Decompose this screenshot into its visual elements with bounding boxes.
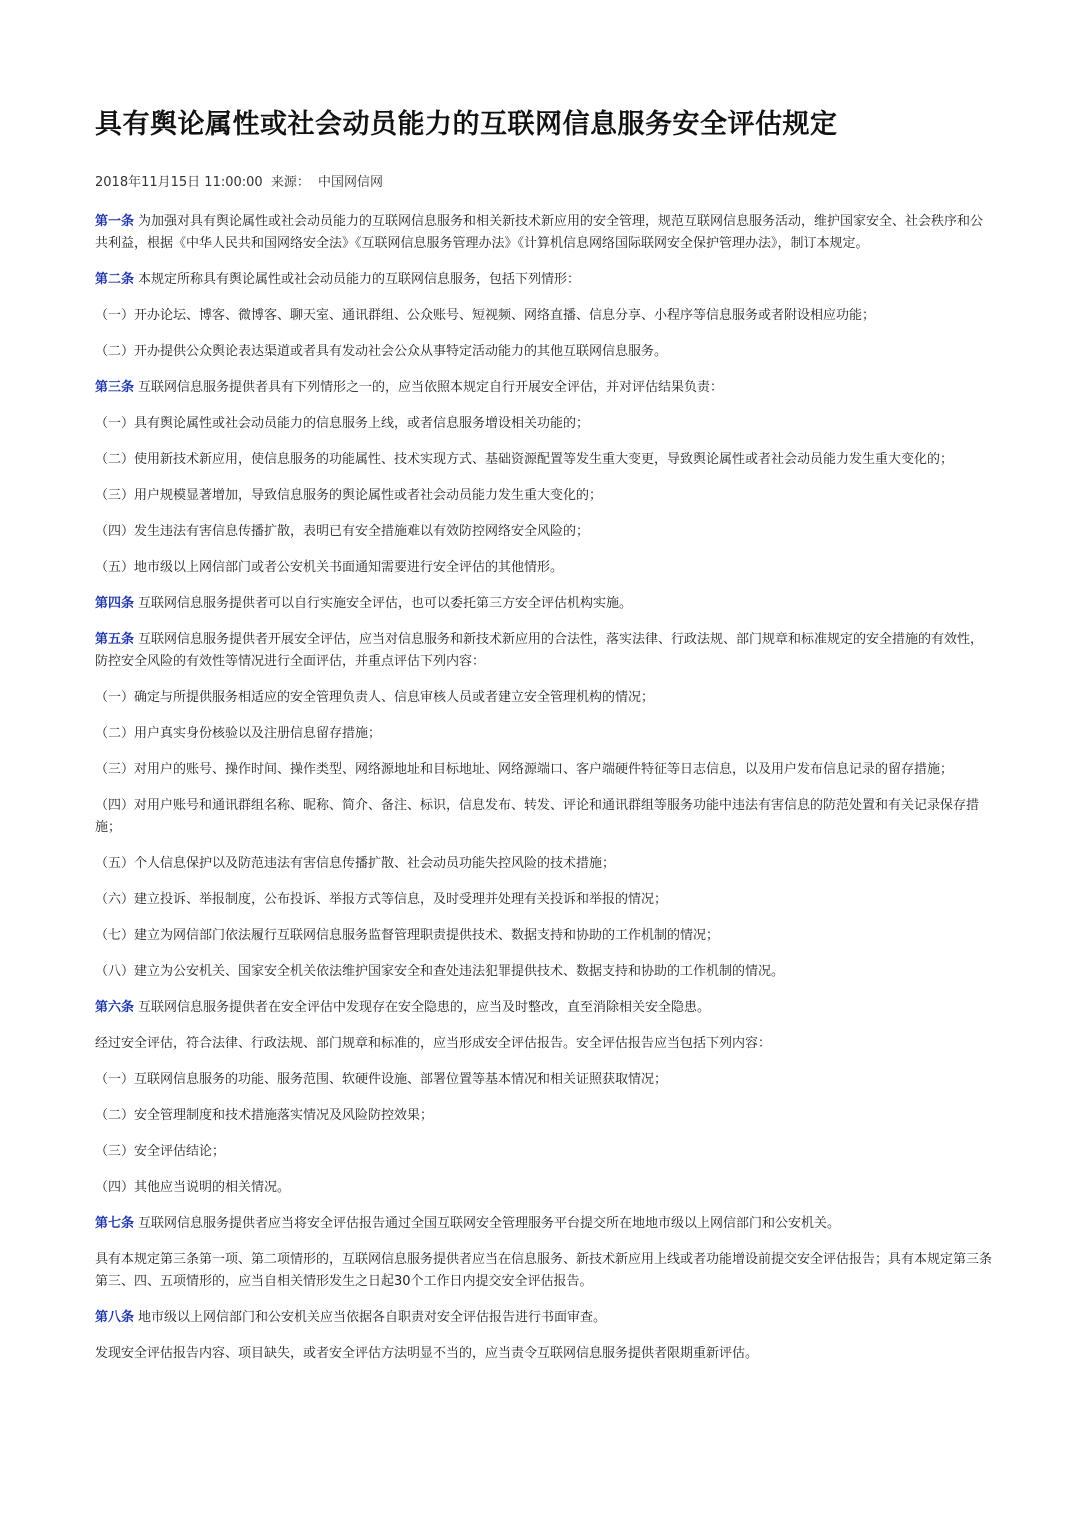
body-paragraph bbox=[95, 485, 994, 507]
body-paragraph bbox=[95, 1249, 994, 1293]
article-label: 第八条 bbox=[95, 1310, 135, 1325]
body-paragraph bbox=[95, 889, 994, 911]
paragraph-text: （四）对用户账号和通讯群组名称、昵称、简介、备注、标识，信息发布、转发、评论和通讯群组等服务功能中违法有害信息的防范处置和有关记录保存措施； bbox=[95, 798, 980, 835]
body-paragraph bbox=[95, 795, 994, 839]
article-label: 第一条 bbox=[95, 214, 135, 229]
paragraph-text: （一）具有舆论属性或社会动员能力的信息服务上线，或者信息服务增设相关功能的； bbox=[95, 416, 590, 431]
source-label: 来源： bbox=[270, 175, 310, 190]
paragraph-text: （三）用户规模显著增加，导致信息服务的舆论属性或者社会动员能力发生重大变化的； bbox=[95, 488, 603, 503]
article-paragraph bbox=[95, 211, 994, 255]
article-paragraph bbox=[95, 593, 994, 615]
body-paragraph bbox=[95, 1177, 994, 1199]
document-meta bbox=[95, 174, 994, 192]
body-paragraph bbox=[95, 557, 994, 579]
article-label: 第三条 bbox=[95, 380, 135, 395]
body-paragraph bbox=[95, 853, 994, 875]
article-label: 第二条 bbox=[95, 272, 135, 287]
paragraph-text: （一）互联网信息服务的功能、服务范围、软硬件设施、部署位置等基本情况和相关证照获取情况； bbox=[95, 1072, 668, 1087]
paragraph-text: 互联网信息服务提供者应当将安全评估报告通过全国互联网安全管理服务平台提交所在地地市级以上网信部门和公安机关。 bbox=[138, 1216, 841, 1231]
paragraph-text: 本规定所称具有舆论属性或社会动员能力的互联网信息服务，包括下列情形： bbox=[138, 272, 581, 287]
body-paragraph bbox=[95, 1069, 994, 1091]
body-paragraph bbox=[95, 723, 994, 745]
paragraph-text: 互联网信息服务提供者开展安全评估，应当对信息服务和新技术新应用的合法性，落实法律、行政法规、部门规章和标准规定的安全措施的有效性，防控安全风险的有效性等情况进行全面评估，并重点评估下列内容： bbox=[95, 632, 984, 669]
body-paragraph bbox=[95, 521, 994, 543]
body-paragraph bbox=[95, 1105, 994, 1127]
body-paragraph bbox=[95, 1033, 994, 1055]
paragraph-text: 发现安全评估报告内容、项目缺失，或者安全评估方法明显不当的，应当责令互联网信息服务提供者限期重新评估。 bbox=[95, 1346, 759, 1361]
paragraph-text: 具有本规定第三条第一项、第二项情形的，互联网信息服务提供者应当在信息服务、新技术新应用上线或者功能增设前提交安全评估报告；具有本规定第三条第三、四、五项情形的，应当自相关情形发生之日起30个工作日内提交安全评估报告。 bbox=[95, 1252, 993, 1289]
paragraph-text: （七）建立为网信部门依法履行互联网信息服务监督管理职责提供技术、数据支持和协助的工作机制的情况； bbox=[95, 928, 720, 943]
paragraph-text: （二）使用新技术新应用，使信息服务的功能属性、技术实现方式、基础资源配置等发生重大变更，导致舆论属性或者社会动员能力发生重大变化的； bbox=[95, 452, 954, 467]
article-paragraph bbox=[95, 377, 994, 399]
paragraph-text: （一）确定与所提供服务相适应的安全管理负责人、信息审核人员或者建立安全管理机构的情况； bbox=[95, 690, 655, 705]
body-paragraph bbox=[95, 341, 994, 363]
paragraph-text: 互联网信息服务提供者具有下列情形之一的，应当依照本规定自行开展安全评估，并对评估结果负责： bbox=[138, 380, 724, 395]
paragraph-text: （一）开办论坛、博客、微博客、聊天室、通讯群组、公众账号、短视频、网络直播、信息分享、小程序等信息服务或者附设相应功能； bbox=[95, 308, 876, 323]
body-paragraph bbox=[95, 687, 994, 709]
paragraph-text: 为加强对具有舆论属性或社会动员能力的互联网信息服务和相关新技术新应用的安全管理，规范互联网信息服务活动，维护国家安全、社会秩序和公共利益，根据《中华人民共和国网络安全法》《互联网信息服务管理办法》《计算机信息网络国际联网安全保护管理办法》，制订本规定。 bbox=[95, 214, 984, 251]
body-paragraph bbox=[95, 759, 994, 781]
paragraph-text: （六）建立投诉、举报制度，公布投诉、举报方式等信息，及时受理并处理有关投诉和举报的情况； bbox=[95, 892, 668, 907]
document-body bbox=[95, 211, 994, 1365]
paragraph-text: 经过安全评估，符合法律、行政法规、部门规章和标准的，应当形成安全评估报告。安全评估报告应当包括下列内容： bbox=[95, 1036, 772, 1051]
paragraph-text: （三）安全评估结论； bbox=[95, 1144, 226, 1159]
article-paragraph bbox=[95, 997, 994, 1019]
article-paragraph bbox=[95, 269, 994, 291]
article-paragraph bbox=[95, 629, 994, 673]
paragraph-text: （四）发生违法有害信息传播扩散，表明已有安全措施难以有效防控网络安全风险的； bbox=[95, 524, 590, 539]
paragraph-text: 互联网信息服务提供者在安全评估中发现存在安全隐患的，应当及时整改，直至消除相关安全隐患。 bbox=[138, 1000, 711, 1015]
publish-date: 2018年11月15日 11:00:00 bbox=[95, 175, 263, 190]
paragraph-text: （二）安全管理制度和技术措施落实情况及风险防控效果； bbox=[95, 1108, 434, 1123]
paragraph-text: （三）对用户的账号、操作时间、操作类型、网络源地址和目标地址、网络源端口、客户端硬件特征等日志信息，以及用户发布信息记录的留存措施； bbox=[95, 762, 954, 777]
paragraph-text: （四）其他应当说明的相关情况。 bbox=[95, 1180, 291, 1195]
body-paragraph bbox=[95, 305, 994, 327]
body-paragraph bbox=[95, 925, 994, 947]
source-name: 中国网信网 bbox=[317, 175, 383, 190]
paragraph-text: 互联网信息服务提供者可以自行实施安全评估，也可以委托第三方安全评估机构实施。 bbox=[138, 596, 633, 611]
paragraph-text: （五）个人信息保护以及防范违法有害信息传播扩散、社会动员功能失控风险的技术措施； bbox=[95, 856, 616, 871]
article-label: 第七条 bbox=[95, 1216, 135, 1231]
paragraph-text: （八）建立为公安机关、国家安全机关依法维护国家安全和查处违法犯罪提供技术、数据支持和协助的工作机制的情况。 bbox=[95, 964, 785, 979]
body-paragraph bbox=[95, 1141, 994, 1163]
article-label: 第五条 bbox=[95, 632, 135, 647]
body-paragraph bbox=[95, 1343, 994, 1365]
article-paragraph bbox=[95, 1307, 994, 1329]
document-title: 具有舆论属性或社会动员能力的互联网信息服务安全评估规定 bbox=[95, 109, 838, 140]
article-label: 第四条 bbox=[95, 596, 135, 611]
paragraph-text: （二）用户真实身份核验以及注册信息留存措施； bbox=[95, 726, 382, 741]
body-paragraph bbox=[95, 961, 994, 983]
body-paragraph bbox=[95, 449, 994, 471]
paragraph-text: （二）开办提供公众舆论表达渠道或者具有发动社会公众从事特定活动能力的其他互联网信息服务。 bbox=[95, 344, 668, 359]
article-paragraph bbox=[95, 1213, 994, 1235]
body-paragraph bbox=[95, 413, 994, 435]
article-label: 第六条 bbox=[95, 1000, 135, 1015]
paragraph-text: 地市级以上网信部门和公安机关应当依据各自职责对安全评估报告进行书面审查。 bbox=[138, 1310, 607, 1325]
paragraph-text: （五）地市级以上网信部门或者公安机关书面通知需要进行安全评估的其他情形。 bbox=[95, 560, 564, 575]
